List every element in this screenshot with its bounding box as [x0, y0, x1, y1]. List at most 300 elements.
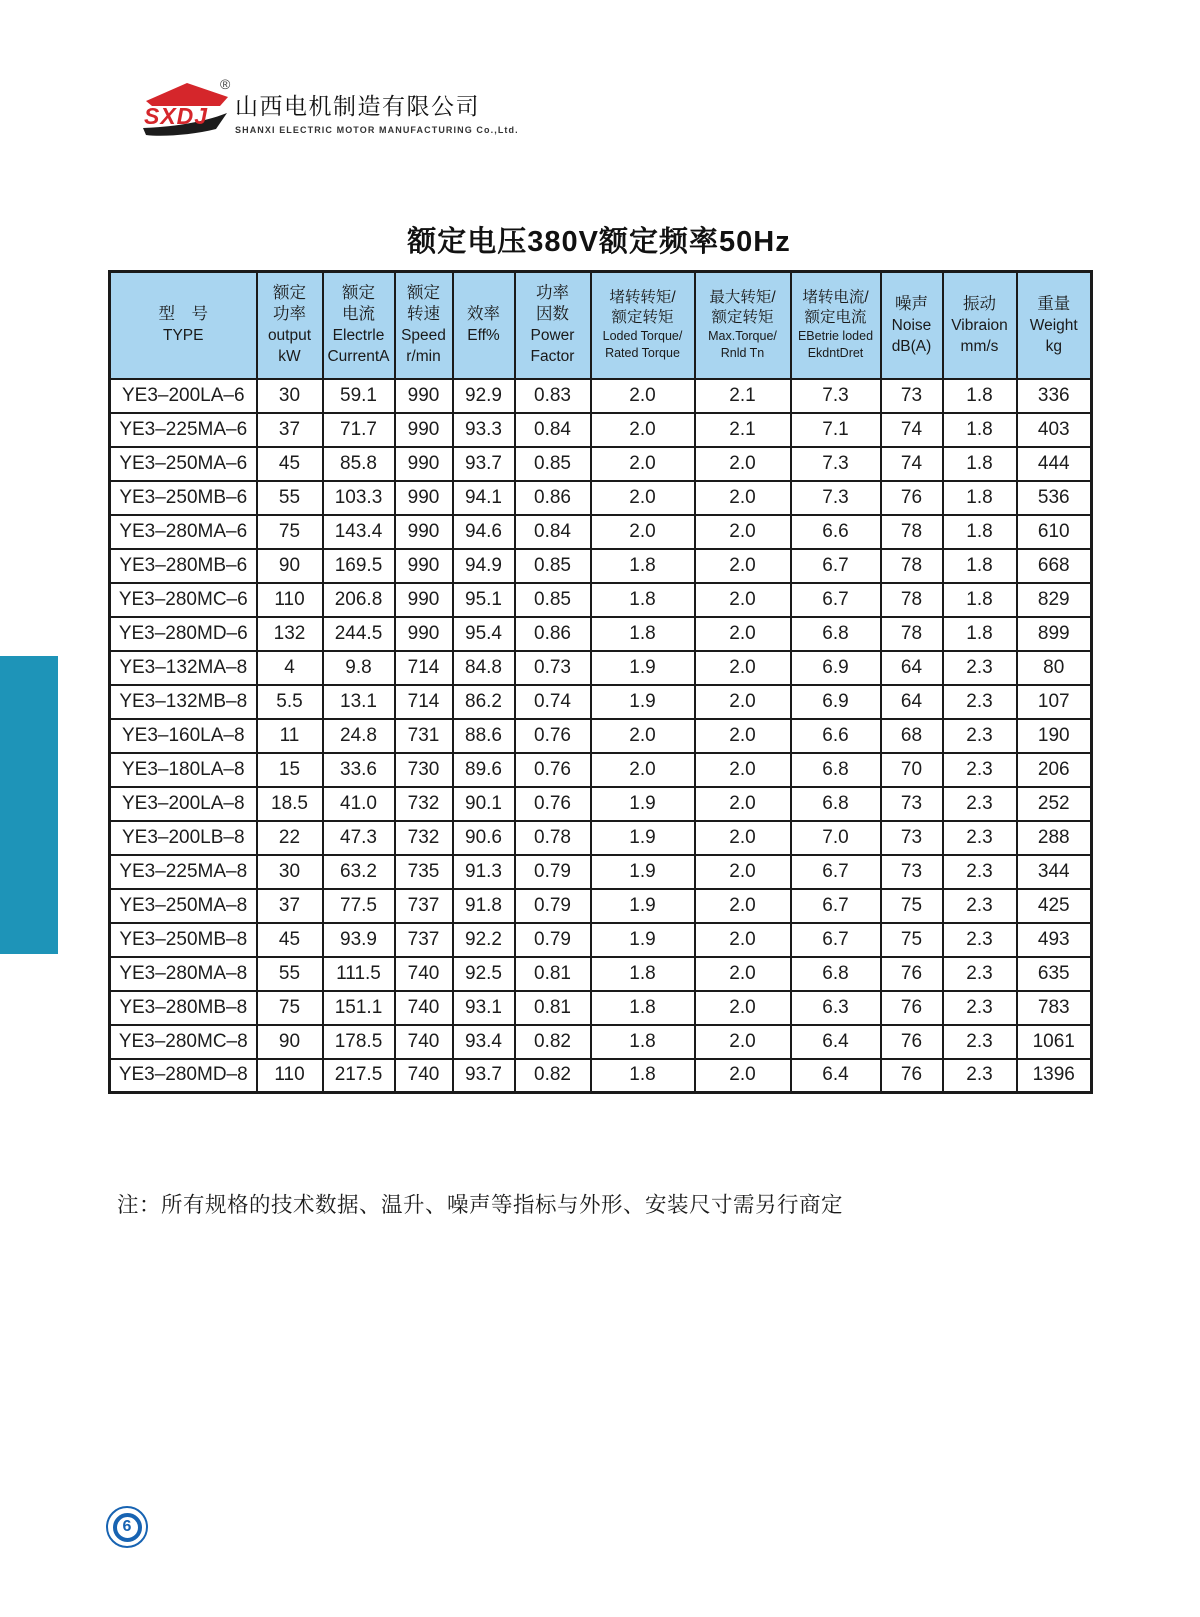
value-cell: 0.79 — [515, 889, 591, 923]
value-cell: 990 — [395, 447, 453, 481]
value-cell: 990 — [395, 549, 453, 583]
model-cell: YE3–200LB–8 — [110, 821, 257, 855]
value-cell: 783 — [1017, 991, 1092, 1025]
value-cell: 7.3 — [791, 447, 881, 481]
value-cell: 1.8 — [943, 515, 1017, 549]
value-cell: 6.7 — [791, 549, 881, 583]
value-cell: 7.0 — [791, 821, 881, 855]
value-cell: 2.0 — [591, 753, 695, 787]
page-number: 6 — [122, 1518, 132, 1535]
value-cell: 1.9 — [591, 923, 695, 957]
value-cell: 74 — [881, 447, 943, 481]
value-cell: 6.4 — [791, 1059, 881, 1093]
value-cell: 30 — [257, 379, 323, 413]
value-cell: 78 — [881, 515, 943, 549]
model-cell: YE3–250MB–6 — [110, 481, 257, 515]
value-cell: 90.6 — [453, 821, 515, 855]
table-row — [110, 719, 1092, 753]
value-cell: 1396 — [1017, 1059, 1092, 1093]
page-number-badge — [106, 1506, 148, 1548]
value-cell: 0.85 — [515, 447, 591, 481]
value-cell: 6.3 — [791, 991, 881, 1025]
value-cell: 47.3 — [323, 821, 395, 855]
value-cell: 6.9 — [791, 651, 881, 685]
value-cell: 0.79 — [515, 923, 591, 957]
value-cell: 78 — [881, 549, 943, 583]
value-cell: 6.6 — [791, 515, 881, 549]
value-cell: 2.0 — [695, 583, 791, 617]
value-cell: 732 — [395, 787, 453, 821]
model-cell: YE3–280MA–8 — [110, 957, 257, 991]
table-row — [110, 413, 1092, 447]
spec-table — [108, 270, 1093, 1094]
value-cell: 1.8 — [943, 549, 1017, 583]
value-cell: 6.4 — [791, 1025, 881, 1059]
table-row — [110, 787, 1092, 821]
value-cell: 493 — [1017, 923, 1092, 957]
table-row — [110, 753, 1092, 787]
value-cell: 132 — [257, 617, 323, 651]
table-row — [110, 991, 1092, 1025]
value-cell: 85.8 — [323, 447, 395, 481]
model-cell: YE3–180LA–8 — [110, 753, 257, 787]
value-cell: 7.3 — [791, 481, 881, 515]
table-row — [110, 1059, 1092, 1093]
value-cell: 95.1 — [453, 583, 515, 617]
value-cell: 1.9 — [591, 855, 695, 889]
value-cell: 94.6 — [453, 515, 515, 549]
column-header: 堵转转矩/ 额定转矩 Loded Torque/ Rated Torque — [591, 272, 695, 379]
value-cell: 1.8 — [943, 379, 1017, 413]
value-cell: 91.8 — [453, 889, 515, 923]
value-cell: 73 — [881, 821, 943, 855]
value-cell: 6.8 — [791, 957, 881, 991]
value-cell: 2.0 — [695, 1025, 791, 1059]
value-cell: 2.3 — [943, 651, 1017, 685]
value-cell: 88.6 — [453, 719, 515, 753]
spec-table-body — [110, 379, 1092, 1093]
value-cell: 93.7 — [453, 1059, 515, 1093]
value-cell: 403 — [1017, 413, 1092, 447]
value-cell: 2.0 — [695, 855, 791, 889]
side-accent-strip — [0, 656, 58, 954]
model-cell: YE3–250MA–6 — [110, 447, 257, 481]
value-cell: 2.0 — [695, 923, 791, 957]
value-cell: 0.84 — [515, 515, 591, 549]
value-cell: 990 — [395, 413, 453, 447]
column-header: 振动 Vibraion mm/s — [943, 272, 1017, 379]
value-cell: 990 — [395, 583, 453, 617]
value-cell: 0.78 — [515, 821, 591, 855]
value-cell: 2.0 — [591, 379, 695, 413]
model-cell: YE3–200LA–8 — [110, 787, 257, 821]
value-cell: 103.3 — [323, 481, 395, 515]
model-cell: YE3–225MA–6 — [110, 413, 257, 447]
value-cell: 2.0 — [695, 991, 791, 1025]
value-cell: 93.1 — [453, 991, 515, 1025]
value-cell: 0.76 — [515, 719, 591, 753]
value-cell: 2.0 — [591, 719, 695, 753]
value-cell: 2.3 — [943, 1059, 1017, 1093]
value-cell: 444 — [1017, 447, 1092, 481]
value-cell: 2.0 — [695, 481, 791, 515]
page-number-ring — [113, 1513, 142, 1542]
value-cell: 990 — [395, 379, 453, 413]
value-cell: 0.81 — [515, 957, 591, 991]
value-cell: 89.6 — [453, 753, 515, 787]
value-cell: 344 — [1017, 855, 1092, 889]
model-cell: YE3–280MB–8 — [110, 991, 257, 1025]
value-cell: 90 — [257, 1025, 323, 1059]
value-cell: 2.0 — [695, 447, 791, 481]
value-cell: 2.0 — [695, 685, 791, 719]
value-cell: 91.3 — [453, 855, 515, 889]
value-cell: 37 — [257, 413, 323, 447]
value-cell: 0.81 — [515, 991, 591, 1025]
model-cell: YE3–280MC–6 — [110, 583, 257, 617]
value-cell: 45 — [257, 447, 323, 481]
value-cell: 336 — [1017, 379, 1092, 413]
value-cell: 2.0 — [695, 1059, 791, 1093]
value-cell: 1.9 — [591, 651, 695, 685]
column-header: 重量 Weight kg — [1017, 272, 1092, 379]
value-cell: 1.8 — [591, 957, 695, 991]
value-cell: 730 — [395, 753, 453, 787]
value-cell: 0.86 — [515, 481, 591, 515]
value-cell: 76 — [881, 481, 943, 515]
value-cell: 217.5 — [323, 1059, 395, 1093]
value-cell: 990 — [395, 481, 453, 515]
table-row — [110, 1025, 1092, 1059]
value-cell: 2.0 — [695, 957, 791, 991]
value-cell: 0.85 — [515, 583, 591, 617]
model-cell: YE3–160LA–8 — [110, 719, 257, 753]
value-cell: 1.8 — [943, 413, 1017, 447]
value-cell: 1.8 — [591, 991, 695, 1025]
model-cell: YE3–225MA–8 — [110, 855, 257, 889]
value-cell: 425 — [1017, 889, 1092, 923]
value-cell: 92.5 — [453, 957, 515, 991]
value-cell: 77.5 — [323, 889, 395, 923]
value-cell: 6.7 — [791, 923, 881, 957]
value-cell: 2.3 — [943, 821, 1017, 855]
column-header: 型 号 TYPE — [110, 272, 257, 379]
value-cell: 6.6 — [791, 719, 881, 753]
value-cell: 2.1 — [695, 413, 791, 447]
value-cell: 6.8 — [791, 617, 881, 651]
table-row — [110, 583, 1092, 617]
value-cell: 0.79 — [515, 855, 591, 889]
model-cell: YE3–132MA–8 — [110, 651, 257, 685]
value-cell: 178.5 — [323, 1025, 395, 1059]
value-cell: 93.7 — [453, 447, 515, 481]
column-header: 额定 功率 output kW — [257, 272, 323, 379]
value-cell: 0.83 — [515, 379, 591, 413]
value-cell: 2.3 — [943, 719, 1017, 753]
value-cell: 1.9 — [591, 821, 695, 855]
value-cell: 0.76 — [515, 787, 591, 821]
value-cell: 635 — [1017, 957, 1092, 991]
value-cell: 41.0 — [323, 787, 395, 821]
column-header: 最大转矩/ 额定转矩 Max.Torque/ Rnld Tn — [695, 272, 791, 379]
value-cell: 1.9 — [591, 787, 695, 821]
value-cell: 22 — [257, 821, 323, 855]
table-row — [110, 889, 1092, 923]
value-cell: 75 — [257, 991, 323, 1025]
value-cell: 2.0 — [695, 651, 791, 685]
value-cell: 740 — [395, 991, 453, 1025]
value-cell: 740 — [395, 1025, 453, 1059]
value-cell: 2.3 — [943, 787, 1017, 821]
value-cell: 90 — [257, 549, 323, 583]
value-cell: 244.5 — [323, 617, 395, 651]
value-cell: 740 — [395, 957, 453, 991]
value-cell: 15 — [257, 753, 323, 787]
model-cell: YE3–250MA–8 — [110, 889, 257, 923]
value-cell: 0.82 — [515, 1025, 591, 1059]
value-cell: 0.85 — [515, 549, 591, 583]
value-cell: 93.9 — [323, 923, 395, 957]
table-row — [110, 515, 1092, 549]
value-cell: 75 — [881, 923, 943, 957]
value-cell: 84.8 — [453, 651, 515, 685]
table-row — [110, 957, 1092, 991]
value-cell: 37 — [257, 889, 323, 923]
value-cell: 714 — [395, 685, 453, 719]
value-cell: 13.1 — [323, 685, 395, 719]
value-cell: 1.8 — [943, 617, 1017, 651]
value-cell: 2.3 — [943, 991, 1017, 1025]
value-cell: 1.8 — [591, 1059, 695, 1093]
value-cell: 0.74 — [515, 685, 591, 719]
value-cell: 536 — [1017, 481, 1092, 515]
value-cell: 2.3 — [943, 1025, 1017, 1059]
value-cell: 2.0 — [591, 413, 695, 447]
model-cell: YE3–280MA–6 — [110, 515, 257, 549]
model-cell: YE3–280MB–6 — [110, 549, 257, 583]
value-cell: 33.6 — [323, 753, 395, 787]
value-cell: 4 — [257, 651, 323, 685]
value-cell: 1.8 — [591, 617, 695, 651]
table-row — [110, 923, 1092, 957]
value-cell: 0.76 — [515, 753, 591, 787]
model-cell: YE3–280MD–6 — [110, 617, 257, 651]
value-cell: 18.5 — [257, 787, 323, 821]
value-cell: 2.3 — [943, 855, 1017, 889]
value-cell: 2.1 — [695, 379, 791, 413]
value-cell: 0.84 — [515, 413, 591, 447]
logo-text: SXDJ — [144, 103, 209, 129]
value-cell: 2.0 — [695, 787, 791, 821]
page-title: 额定电压380V额定频率50Hz — [407, 226, 791, 258]
value-cell: 74 — [881, 413, 943, 447]
value-cell: 111.5 — [323, 957, 395, 991]
value-cell: 30 — [257, 855, 323, 889]
spec-table-header-row — [110, 272, 1092, 379]
value-cell: 6.7 — [791, 889, 881, 923]
value-cell: 2.0 — [695, 889, 791, 923]
value-cell: 76 — [881, 991, 943, 1025]
value-cell: 7.1 — [791, 413, 881, 447]
value-cell: 6.7 — [791, 855, 881, 889]
value-cell: 80 — [1017, 651, 1092, 685]
value-cell: 55 — [257, 957, 323, 991]
value-cell: 6.8 — [791, 787, 881, 821]
value-cell: 735 — [395, 855, 453, 889]
value-cell: 5.5 — [257, 685, 323, 719]
table-row — [110, 549, 1092, 583]
company-name — [235, 88, 519, 135]
logo-mark-icon — [140, 80, 232, 138]
table-row — [110, 821, 1092, 855]
value-cell: 740 — [395, 1059, 453, 1093]
value-cell: 90.1 — [453, 787, 515, 821]
value-cell: 206 — [1017, 753, 1092, 787]
value-cell: 59.1 — [323, 379, 395, 413]
value-cell: 6.8 — [791, 753, 881, 787]
table-row — [110, 379, 1092, 413]
table-row — [110, 685, 1092, 719]
value-cell: 1.8 — [943, 447, 1017, 481]
value-cell: 64 — [881, 651, 943, 685]
value-cell: 6.7 — [791, 583, 881, 617]
value-cell: 94.9 — [453, 549, 515, 583]
value-cell: 110 — [257, 1059, 323, 1093]
value-cell: 2.0 — [695, 617, 791, 651]
value-cell: 1.8 — [591, 1025, 695, 1059]
value-cell: 9.8 — [323, 651, 395, 685]
value-cell: 93.4 — [453, 1025, 515, 1059]
column-header: 额定 电流 Electrle CurrentA — [323, 272, 395, 379]
value-cell: 92.9 — [453, 379, 515, 413]
value-cell: 2.3 — [943, 923, 1017, 957]
value-cell: 73 — [881, 855, 943, 889]
value-cell: 990 — [395, 515, 453, 549]
value-cell: 1.9 — [591, 685, 695, 719]
value-cell: 0.73 — [515, 651, 591, 685]
value-cell: 78 — [881, 583, 943, 617]
value-cell: 75 — [881, 889, 943, 923]
value-cell: 737 — [395, 923, 453, 957]
company-name-cn: 山西电机制造有限公司 — [235, 93, 480, 119]
value-cell: 1.9 — [591, 889, 695, 923]
registered-trademark: ® — [220, 76, 231, 92]
column-header: 效率 Eff% — [453, 272, 515, 379]
footnote: 注：所有规格的技术数据、温升、噪声等指标与外形、安装尺寸需另行商定 — [117, 1193, 844, 1217]
value-cell: 190 — [1017, 719, 1092, 753]
value-cell: 206.8 — [323, 583, 395, 617]
value-cell: 73 — [881, 787, 943, 821]
value-cell: 2.0 — [695, 719, 791, 753]
value-cell: 2.3 — [943, 753, 1017, 787]
column-header: 堵转电流/ 额定电流 EBetrie loded EkdntDret — [791, 272, 881, 379]
value-cell: 73 — [881, 379, 943, 413]
value-cell: 899 — [1017, 617, 1092, 651]
value-cell: 0.82 — [515, 1059, 591, 1093]
value-cell: 2.3 — [943, 889, 1017, 923]
value-cell: 2.0 — [591, 515, 695, 549]
table-row — [110, 855, 1092, 889]
value-cell: 2.0 — [695, 753, 791, 787]
value-cell: 1.8 — [943, 583, 1017, 617]
value-cell: 68 — [881, 719, 943, 753]
table-row — [110, 481, 1092, 515]
value-cell: 2.0 — [695, 549, 791, 583]
value-cell: 92.2 — [453, 923, 515, 957]
value-cell: 1.8 — [591, 583, 695, 617]
value-cell: 990 — [395, 617, 453, 651]
value-cell: 64 — [881, 685, 943, 719]
model-cell: YE3–250MB–8 — [110, 923, 257, 957]
value-cell: 252 — [1017, 787, 1092, 821]
column-header: 额定 转速 Speed r/min — [395, 272, 453, 379]
value-cell: 2.0 — [695, 821, 791, 855]
value-cell: 1.8 — [591, 549, 695, 583]
value-cell: 151.1 — [323, 991, 395, 1025]
value-cell: 732 — [395, 821, 453, 855]
value-cell: 169.5 — [323, 549, 395, 583]
value-cell: 71.7 — [323, 413, 395, 447]
value-cell: 668 — [1017, 549, 1092, 583]
value-cell: 0.86 — [515, 617, 591, 651]
company-name-en: SHANXI ELECTRIC MOTOR MANUFACTURING Co.,Ltd. — [235, 125, 519, 135]
value-cell: 714 — [395, 651, 453, 685]
value-cell: 6.9 — [791, 685, 881, 719]
model-cell: YE3–200LA–6 — [110, 379, 257, 413]
value-cell: 1061 — [1017, 1025, 1092, 1059]
value-cell: 110 — [257, 583, 323, 617]
value-cell: 76 — [881, 957, 943, 991]
model-cell: YE3–132MB–8 — [110, 685, 257, 719]
value-cell: 2.0 — [591, 481, 695, 515]
value-cell: 2.0 — [591, 447, 695, 481]
value-cell: 2.3 — [943, 685, 1017, 719]
value-cell: 107 — [1017, 685, 1092, 719]
model-cell: YE3–280MD–8 — [110, 1059, 257, 1093]
value-cell: 45 — [257, 923, 323, 957]
value-cell: 11 — [257, 719, 323, 753]
value-cell: 78 — [881, 617, 943, 651]
value-cell: 1.8 — [943, 481, 1017, 515]
value-cell: 75 — [257, 515, 323, 549]
value-cell: 76 — [881, 1059, 943, 1093]
table-row — [110, 617, 1092, 651]
model-cell: YE3–280MC–8 — [110, 1025, 257, 1059]
column-header: 噪声 Noise dB(A) — [881, 272, 943, 379]
value-cell: 95.4 — [453, 617, 515, 651]
value-cell: 7.3 — [791, 379, 881, 413]
value-cell: 70 — [881, 753, 943, 787]
value-cell: 63.2 — [323, 855, 395, 889]
value-cell: 610 — [1017, 515, 1092, 549]
value-cell: 288 — [1017, 821, 1092, 855]
value-cell: 731 — [395, 719, 453, 753]
value-cell: 94.1 — [453, 481, 515, 515]
value-cell: 2.3 — [943, 957, 1017, 991]
value-cell: 829 — [1017, 583, 1092, 617]
value-cell: 143.4 — [323, 515, 395, 549]
value-cell: 737 — [395, 889, 453, 923]
value-cell: 24.8 — [323, 719, 395, 753]
value-cell: 2.0 — [695, 515, 791, 549]
value-cell: 76 — [881, 1025, 943, 1059]
value-cell: 93.3 — [453, 413, 515, 447]
value-cell: 86.2 — [453, 685, 515, 719]
table-row — [110, 447, 1092, 481]
column-header: 功率 因数 Power Factor — [515, 272, 591, 379]
value-cell: 55 — [257, 481, 323, 515]
table-row — [110, 651, 1092, 685]
